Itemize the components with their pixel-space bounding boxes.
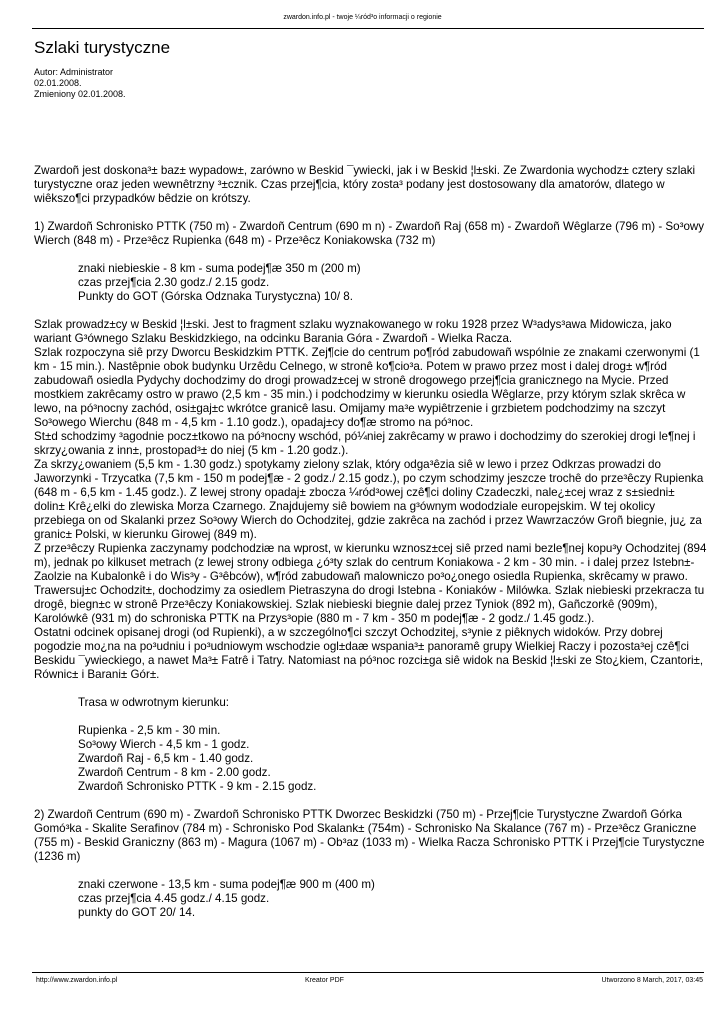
route1-description-paragraph: Z prze³êczy Rupienka zaczynamy podchodziæ na wprost, w kierunku wznosz±cej siê przed nami bezle¶nej kopu³y Ochodzitej (894 m), jednak po kilkuset metrach (z lewej strony odbiega ¿ó³ty szlak do centrum Koniakowa - 2 km - 30 min. - i dalej przez Istebn±-Zaolzie na Kubalonkê i do Wis³y - G³êbców), w¶ród zabudowañ malowniczo po³o¿onego osiedla Rupienka, skrêcamy w prawo. Trawersuj±c Ochodzit±, dochodzimy za osiedlem Pietraszyna do drogi Istebna - Koniaków - Milówka. Szlak niebieski przekracza tu drogê, biegn±c w stronê Prze³êczy Koniakowskiej. Szlak niebieski biegnie dalej przez Tyniok (892 m), Gañczorkê (909m), Karolówkê (931 m) do schroniska PTTK na Przys³opie (880 m - 7 km - 350 m podej¶æ - 2 godz./ 1.45 godz.). <box>34 542 707 625</box>
header-divider <box>32 28 704 29</box>
footer-url-link[interactable]: http://www.zwardon.info.pl <box>36 977 118 984</box>
route1-info-line: Punkty do GOT (Górska Odznaka Turystyczna) 10/ 8. <box>78 290 353 303</box>
reverse-route-step: Zwardoñ Raj - 6,5 km - 1.40 godz. <box>78 752 254 765</box>
reverse-route-step: Zwardoñ Schronisko PTTK - 9 km - 2.15 godz. <box>78 780 317 793</box>
reverse-route-title: Trasa w odwrotnym kierunku: <box>78 696 229 709</box>
reverse-route-step: Zwardoñ Centrum - 8 km - 2.00 godz. <box>78 766 271 779</box>
route1-info-line: znaki niebieskie - 8 km - suma podej¶æ 350 m (200 m) <box>78 262 361 275</box>
route1-description-paragraph: Szlak rozpoczyna siê przy Dworcu Beskidzkim PTTK. Zej¶cie do centrum po¶ród zabudowañ wspólnie ze znakami czerwonymi (1 km - 15 min.). Nastêpnie obok budynku Urzêdu Celnego, w stronê ko¶cio³a. Potem w prawo przez most i dalej drog± w¶ród zabudowañ osiedla Pydychy dochodzimy do drogi prowadz±cej w stronê drogowego przej¶cia granicznego na Mycie. Przed mostkiem zakrêcamy ostro w prawo (2,5 km - 35 min.) i podchodzimy w kierunku osiedla Wêglarze, przy którym szlak skrêca w lewo, na pó³nocny zachód, osi±gaj±c wkrótce granicê lasu. Omijamy ma³e wypiêtrzenie i grzbietem podchodzimy na szczyt So³owego Wierchu (848 m - 4,5 km - 1.10 godz.), opadaj±cy do¶æ stromo na pó³noc. <box>34 346 700 429</box>
route1-description-paragraph: Ostatni odcinek opisanej drogi (od Rupienki), a w szczególno¶ci szczyt Ochodzitej, s³ynie z piêknych widoków. Przy dobrej pogodzie mo¿na na po³udniu i po³udniowym wschodzie ogl±daæ wspania³± panoramê grupy Wielkiej Raczy i pozosta³ej czê¶ci Beskidu ¯ywieckiego, a nawet Ma³± Fatrê i Tatry. Natomiast na pó³noc rozci±ga siê widok na Beskid ¦l±ski ze Sto¿kiem, Czantori±, Równic± i Barani± Gór±. <box>34 626 704 681</box>
route1-info-line: czas przej¶cia 2.30 godz./ 2.15 godz. <box>78 276 270 289</box>
route2-heading: 2) Zwardoñ Centrum (690 m) - Zwardoñ Schronisko PTTK Dworzec Beskidzki (750 m) - Przej¶cie Turystyczne Zwardoñ Górka Gomó³ka - Skalite Serafinov (784 m) - Schronisko Pod Skalank± (754m) - Schronisko Na Skalance (767 m) - Prze³êcz Graniczne (755 m) - Beskid Graniczny (863 m) - Magura (1067 m) - Ob³az (1033 m) - Wielka Racza Schronisko PTTK i Przej¶cie Turystyczne (1236 m) <box>34 808 705 863</box>
reverse-route-step: Rupienka - 2,5 km - 30 min. <box>78 724 221 737</box>
route1-description-paragraph: Szlak prowadz±cy w Beskid ¦l±ski. Jest to fragment szlaku wyznakowanego w roku 1928 przez W³adys³awa Midowicza, jako wariant G³ównego Szlaku Beskidzkiego, na odcinku Barania Góra - Zwardoñ - Wielka Racza. <box>34 318 672 345</box>
page-header-site: zwardon.info.pl - twoje ¼ród³o informacji o regionie <box>283 14 442 21</box>
footer-generator: Kreator PDF <box>305 977 344 984</box>
reverse-route <box>34 696 708 794</box>
article-body <box>34 164 708 920</box>
intro-paragraph: Zwardoñ jest doskona³± baz± wypadow±, zarówno w Beskid ¯ywiecki, jak i w Beskid ¦l±ski. Ze Zwardonia wychodz± cztery szlaki turystyczne oraz jeden wewnêtrzny ³±cznik. Czas przej¶cia, który zosta³ podany jest dostosowany dla amatorów, dlatego w wiêkszo¶ci przypadków bêdzie on krótszy. <box>34 164 696 205</box>
article-modified: Zmieniony 02.01.2008. <box>34 89 126 99</box>
route1-description-paragraph: St±d schodzimy ³agodnie pocz±tkowo na pó³nocny wschód, pó¼niej zakrêcamy w prawo i dochodzimy do szerokiej drogi le¶nej i skrzy¿owania z inn±, prostopad³± do niej (5 km - 1.20 godz.). <box>34 430 696 457</box>
route2-info-line: czas przej¶cia 4.45 godz./ 4.15 godz. <box>78 892 270 905</box>
page-title: Szlaki turystyczne <box>34 38 171 57</box>
route1-description-paragraph: Za skrzy¿owaniem (5,5 km - 1.30 godz.) spotykamy zielony szlak, który odga³êzia siê w lewo i przez Odkrzas prowadzi do Jaworzynki - Trzycatka (7,5 km - 150 m podej¶æ - 2 godz./ 2.15 godz.), po czym schodzimy jeszcze trochê do prze³êczy Rupienka (648 m - 6,5 km - 1.45 godz.). Z lewej strony opadaj± zbocza ¼ród³owej czê¶ci doliny Czadeczki, nale¿±cej wraz z s±siedni± dolin± Krê¿elki do zlewiska Morza Czarnego. Znajdujemy siê bowiem na g³ównym wododziale europejskim. W tej okolicy przebiega on od Skalanki przez So³owy Wierch do Ochodzitej, gdzie zakrêca na zachód i przez Wawrzaczów Groñ biegnie, ju¿ za granic± Polski, w kierunku Girowej (849 m). <box>34 458 704 541</box>
route2-info-line: znaki czerwone - 13,5 km - suma podej¶æ 900 m (400 m) <box>78 878 375 891</box>
article-date: 02.01.2008. <box>34 78 82 88</box>
route1-info <box>34 262 708 304</box>
route1-heading: 1) Zwardoñ Schronisko PTTK (750 m) - Zwardoñ Centrum (690 m n) - Zwardoñ Raj (658 m) - Zwardoñ Wêglarze (796 m) - So³owy Wierch (848 m) - Prze³êcz Rupienka (648 m) - Prze³êcz Koniakowska (732 m) <box>34 220 705 247</box>
article-meta <box>34 67 126 100</box>
route2-info-line: punkty do GOT 20/ 14. <box>78 906 196 919</box>
route2-info <box>34 878 708 920</box>
footer-divider <box>32 972 704 973</box>
article-author: Autor: Administrator <box>34 67 114 77</box>
footer-created-date: Utworzono 8 March, 2017, 03:45 <box>601 977 703 984</box>
reverse-route-step: So³owy Wierch - 4,5 km - 1 godz. <box>78 738 250 751</box>
